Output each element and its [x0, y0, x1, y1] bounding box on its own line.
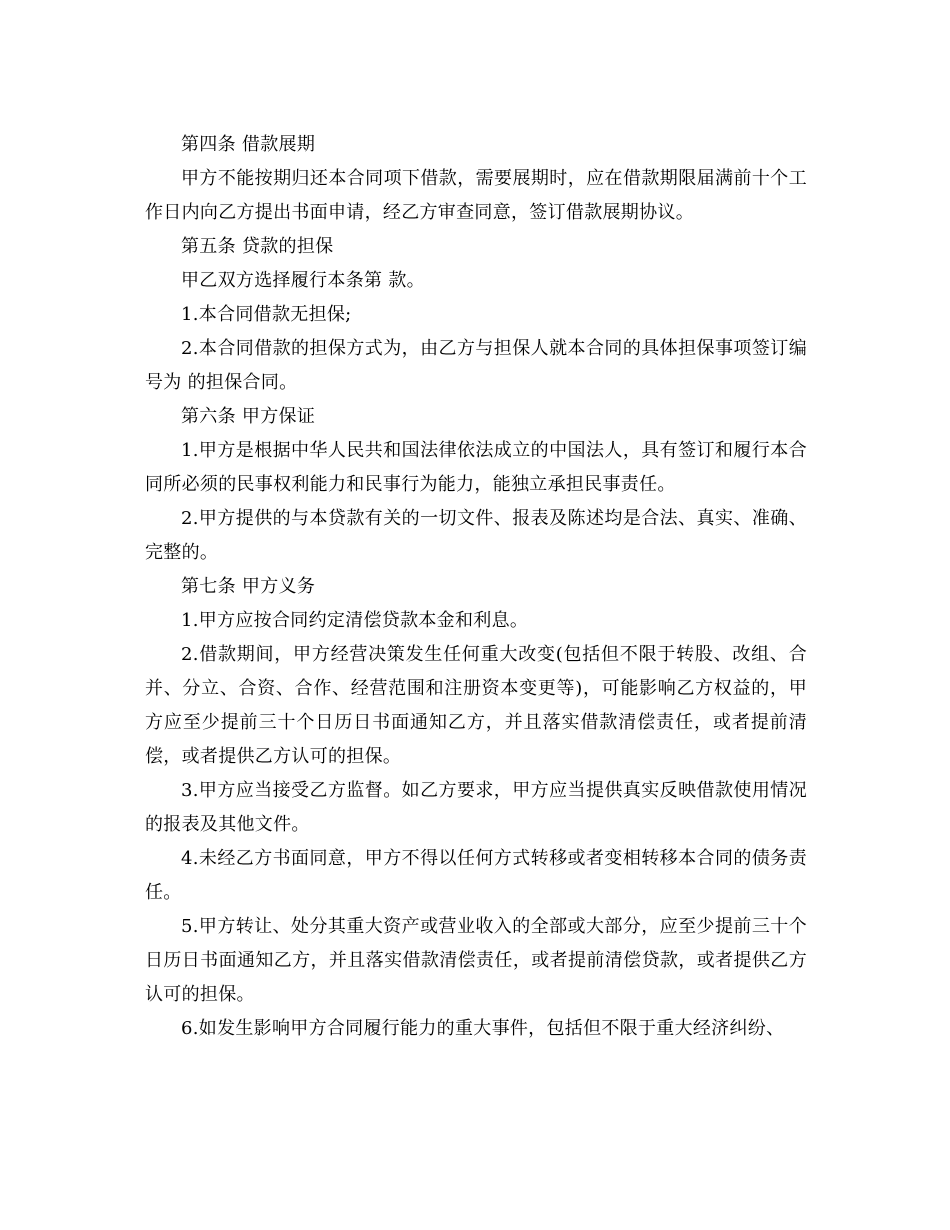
article-7-item-4: 4.未经乙方书面同意，甲方不得以任何方式转移或者变相转移本合同的债务责任。 — [145, 848, 807, 903]
article-6-item-2: 2.甲方提供的与本贷款有关的一切文件、报表及陈述均是合法、真实、准确、完整的。 — [145, 508, 807, 563]
article-7-item-3: 3.甲方应当接受乙方监督。如乙方要求，甲方应当提供真实反映借款使用情况的报表及其他文件。 — [145, 780, 807, 835]
article-5-heading: 第五条 贷款的担保 — [181, 236, 334, 257]
article-5-item-2: 2.本合同借款的担保方式为，由乙方与担保人就本合同的具体担保事项签订编号为 的担保合同。 — [145, 338, 807, 393]
article-7-item-6: 6.如发生影响甲方合同履行能力的重大事件，包括但不限于重大经济纠纷、 — [181, 1018, 785, 1039]
article-5-item-1: 1.本合同借款无担保; — [181, 304, 352, 325]
article-5-intro: 甲乙双方选择履行本条第 款。 — [181, 270, 425, 291]
article-6-heading: 第六条 甲方保证 — [181, 406, 316, 427]
article-6-item-1: 1.甲方是根据中华人民共和国法律依法成立的中国法人，具有签订和履行本合同所必须的民事权利能力和民事行为能力，能独立承担民事责任。 — [145, 440, 807, 495]
article-7-item-5: 5.甲方转让、处分其重大资产或营业收入的全部或大部分，应至少提前三十个日历日书面通知乙方，并且落实借款清偿责任，或者提前清偿贷款，或者提供乙方认可的担保。 — [145, 916, 807, 1005]
document-body — [145, 128, 807, 1046]
article-7-item-2: 2.借款期间，甲方经营决策发生任何重大改变(包括但不限于转股、改组、合并、分立、合资、合作、经营范围和注册资本变更等)，可能影响乙方权益的，甲方应至少提前三十个日历日书面通知乙方，并且落实借款清偿责任，或者提前清偿，或者提供乙方认可的担保。 — [145, 644, 807, 767]
article-7-heading: 第七条 甲方义务 — [181, 576, 316, 597]
article-4-heading: 第四条 借款展期 — [181, 134, 316, 155]
article-4-text: 甲方不能按期归还本合同项下借款，需要展期时，应在借款期限届满前十个工作日内向乙方提出书面申请，经乙方审查同意，签订借款展期协议。 — [145, 168, 807, 223]
article-7-item-1: 1.甲方应按合同约定清偿贷款本金和利息。 — [181, 610, 529, 631]
